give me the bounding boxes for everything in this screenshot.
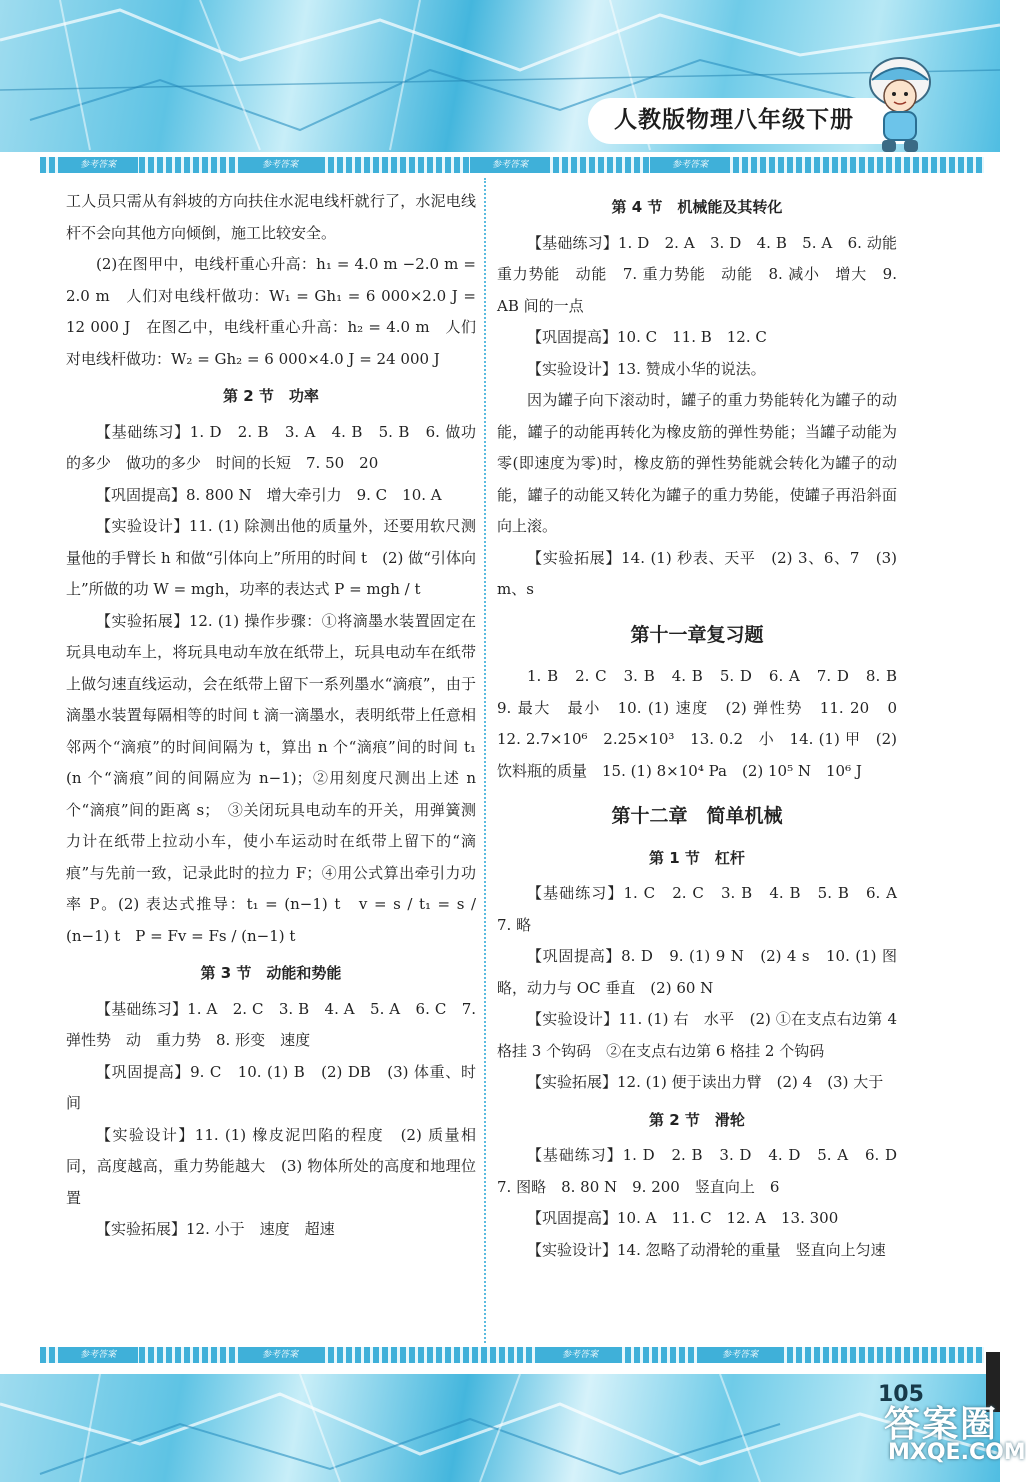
answer-paragraph: 【实验拓展】14. (1) 秒表、天平 (2) 3、6、7 (3) m、s bbox=[497, 548, 897, 598]
footer-band bbox=[0, 1374, 1000, 1482]
answer-paragraph: (2)在图甲中，电线杆重心升高：h₁ = 4.0 m −2.0 m = 2.0 m 人们对电线杆做功：W₁ = Gh₁ = 6 000×2.0 J = 12 000 J 在图乙中，电线杆重心升高：h₂ = 4.0 m 人们对电线杆做功：W₂ = Gh₂ = 6 000×4.0 J = 24 000 J bbox=[66, 255, 476, 368]
answer-paragraph: 【实验拓展】12. (1) 操作步骤：①将滴墨水装置固定在玩具电动车上，将玩具电动车放在纸带上，玩具电动车在纸带上做匀速直线运动，会在纸带上留下一系列墨水“滴痕”，由于滴墨水装置每隔相等的时间 t 滴一滴墨水，表明纸带上任意相邻两个“滴痕”的时间间隔为 t，算出 n 个“滴痕”间的时间 t₁ (n 个“滴痕”间的间隔应为 n−1)；②用刻度尺测出上述 n 个“滴痕”间的距离 s； ③关闭玩具电动车的开关，用弹簧测力计在纸带上拉动小车，使小车运动时在纸带上留下的“滴痕”与先前一致，记录此时的拉力 F；④用公式算出牵引力功率 P。(2) 表达式推导：t₁ = (n−1) t v = s / t₁ = s / (n−1) t P = Fv = Fs / (n−1) t bbox=[66, 611, 476, 945]
answer-paragraph: 【实验设计】11. (1) 除测出他的质量外，还要用软尺测量他的手臂长 h 和做“引体向上”所用的时间 t (2) 做“引体向上”所做的功 W = mgh，功率的表达式 P = mgh / t bbox=[66, 517, 476, 598]
section-heading: 第 2 节 功率 bbox=[223, 387, 319, 405]
answer-paragraph: 【实验设计】13. 赞成小华的说法。 bbox=[527, 359, 766, 378]
answer-paragraph: 因为罐子向下滚动时，罐子的重力势能转化为罐子的动能，罐子的动能再转化为橡皮筋的弹性势能；当罐子动能为零(即速度为零)时，橡皮筋的弹性势能就会转化为罐子的动能，罐子的动能又转化为罐子的重力势能，使罐子再沿斜面向上滚。 bbox=[497, 391, 897, 535]
answer-paragraph: 工人员只需从有斜坡的方向扶住水泥电线杆就行了，水泥电线杆不会向其他方向倾倒，施工比较安全。 bbox=[66, 192, 476, 242]
strip-label: 参考答案 bbox=[540, 1347, 620, 1363]
bottom-answer-strip bbox=[40, 1347, 984, 1363]
left-column bbox=[66, 186, 476, 1246]
strip-label: 参考答案 bbox=[58, 1347, 138, 1363]
answer-paragraph: 【巩固提高】10. A 11. C 12. A 13. 300 bbox=[527, 1209, 839, 1227]
top-answer-strip bbox=[40, 157, 984, 173]
strip-label: 参考答案 bbox=[58, 157, 138, 173]
strip-label: 参考答案 bbox=[700, 1347, 780, 1363]
strip-label: 参考答案 bbox=[240, 1347, 320, 1363]
strip-label: 参考答案 bbox=[240, 157, 320, 173]
answer-paragraph: 【实验拓展】12. 小于 速度 超速 bbox=[96, 1220, 335, 1238]
chapter-heading: 第十二章 简单机械 bbox=[611, 805, 783, 827]
section-heading: 第 1 节 杠杆 bbox=[649, 848, 745, 867]
answer-paragraph: 【基础练习】1. D 2. B 3. D 4. D 5. A 6. D 7. 图略 8. 80 N 9. 200 竖直向上 6 bbox=[497, 1146, 913, 1196]
mascot-illustration bbox=[862, 54, 938, 156]
answer-paragraph: 【基础练习】1. D 2. A 3. D 4. B 5. A 6. 动能 重力势能 动能 7. 重力势能 动能 8. 减小 增大 9. AB 间的一点 bbox=[497, 233, 913, 315]
chapter-heading: 第十一章复习题 bbox=[630, 623, 764, 646]
answer-paragraph: 【基础练习】1. D 2. B 3. A 4. B 5. B 6. 做功的多少 做功的多少 时间的长短 7. 50 20 bbox=[66, 422, 476, 472]
answer-paragraph: 【实验拓展】12. (1) 便于读出力臂 (2) 4 (3) 大于 bbox=[527, 1073, 884, 1091]
answer-paragraph: 【实验设计】14. 忽略了动滑轮的重量 竖直向上匀速 bbox=[527, 1240, 886, 1259]
strip-label: 参考答案 bbox=[650, 157, 730, 173]
answer-paragraph: 【巩固提高】9. C 10. (1) B (2) DB (3) 体重、时间 bbox=[66, 1062, 476, 1112]
answer-paragraph: 【基础练习】1. A 2. C 3. B 4. A 5. A 6. C 7. 弹性势 动 重力势 8. 形变 速度 bbox=[66, 999, 476, 1049]
page-number: 105 bbox=[878, 1382, 924, 1407]
watermark-url: MXQE.COM bbox=[888, 1440, 1026, 1465]
answer-paragraph: 【基础练习】1. C 2. C 3. B 4. B 5. B 6. A 7. 略 bbox=[497, 884, 913, 934]
answer-paragraph: 【巩固提高】10. C 11. B 12. C bbox=[527, 328, 767, 346]
strip-label: 参考答案 bbox=[470, 157, 550, 173]
answer-paragraph: 【实验设计】11. (1) 橡皮泥凹陷的程度 (2) 质量相同，高度越高，重力势能越大 (3) 物体所处的高度和地理位置 bbox=[66, 1125, 476, 1207]
footer-texture bbox=[0, 1374, 1000, 1482]
section-heading: 第 3 节 动能和势能 bbox=[200, 964, 342, 982]
section-heading: 第 4 节 机械能及其转化 bbox=[611, 198, 783, 216]
answer-paragraph: 1. B 2. C 3. B 4. B 5. D 6. A 7. D 8. B 9. 最大 最小 10. (1) 速度 (2) 弹性势 11. 20 0 12. 2.7×10⁶ 2.25×10³ 13. 0.2 小 14. (1) 甲 (2) 饮料瓶的质量 15. (1) 8×10⁴ Pa (2) 10⁵ N 10⁶ J bbox=[497, 667, 913, 780]
answer-paragraph: 【巩固提高】8. 800 N 增大牵引力 9. C 10. A bbox=[96, 485, 442, 504]
answer-paragraph: 【巩固提高】8. D 9. (1) 9 N (2) 4 s 10. (1) 图略，动力与 OC 垂直 (2) 60 N bbox=[497, 947, 897, 997]
book-title: 人教版物理八年级下册 bbox=[614, 106, 854, 133]
watermark-logo: 答案圈 bbox=[884, 1404, 999, 1445]
column-divider bbox=[484, 178, 488, 1343]
right-column bbox=[497, 186, 913, 1266]
answer-paragraph: 【实验设计】11. (1) 右 水平 (2) ①在支点右边第 4 格挂 3 个钩码 ②在支点右边第 6 格挂 2 个钩码 bbox=[497, 1010, 897, 1060]
section-heading: 第 2 节 滑轮 bbox=[649, 1110, 745, 1129]
